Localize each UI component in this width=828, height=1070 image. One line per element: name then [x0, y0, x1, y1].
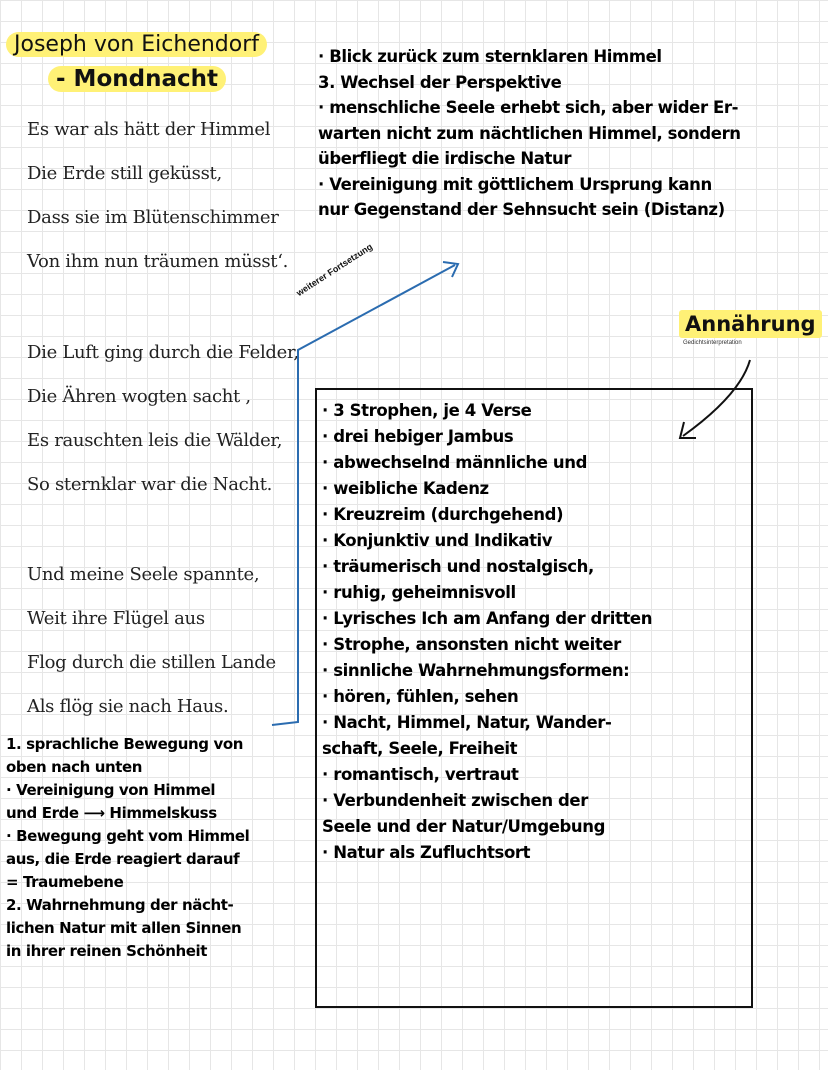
note-line: warten nicht zum nächtlichen Himmel, sondern	[318, 123, 741, 143]
note-line: · Blick zurück zum sternklaren Himmel	[318, 47, 662, 66]
list-item: · Strophe, ansonsten nicht weiter	[322, 635, 621, 654]
poem-line: Und meine Seele spannte,	[27, 564, 260, 585]
note-line: lichen Natur mit allen Sinnen	[6, 919, 242, 937]
notes-left-bottom	[6, 733, 316, 963]
poem-line: Die Ähren wogten sacht ,	[27, 386, 251, 407]
note-line: und Erde ⟶ Himmelskuss	[6, 804, 217, 822]
list-item: · Konjunktiv und Indikativ	[322, 531, 553, 550]
list-item: · Kreuzreim (durchgehend)	[322, 505, 564, 524]
poem-title: - Mondnacht	[48, 66, 226, 92]
continuation-label: weiterer Fortsetzung	[294, 241, 375, 298]
author-name: Joseph von Eichendorf	[6, 32, 267, 57]
note-line: in ihrer reinen Schönheit	[6, 942, 208, 960]
list-item: · 3 Strophen, je 4 Verse	[322, 401, 532, 420]
list-item: · weibliche Kadenz	[322, 479, 489, 498]
poem-line: Es rauschten leis die Wälder,	[27, 430, 283, 451]
note-line: nur Gegenstand der Sehnsucht sein (Distanz)	[318, 200, 725, 219]
note-line: · Bewegung geht vom Himmel	[6, 827, 250, 845]
annaehrung-tag: Annährung	[679, 310, 822, 338]
poem-line: Es war als hätt der Himmel	[27, 119, 271, 140]
poem-line: Von ihm nun träumen müsst‘.	[27, 251, 289, 272]
list-item: · sinnliche Wahrnehmungsformen:	[322, 661, 630, 680]
list-item: · romantisch, vertraut	[322, 765, 519, 784]
list-item: · abwechselnd männliche und	[322, 453, 587, 472]
note-line: · Vereinigung mit göttlichem Ursprung kann	[318, 174, 712, 194]
note-line: 2. Wahrnehmung der nächt-	[6, 896, 234, 914]
list-item: · Lyrisches Ich am Anfang der dritten	[322, 609, 653, 628]
list-item: · Natur als Zufluchtsort	[322, 843, 531, 862]
annaehrung-sublabel: Gedichtsinterpretation	[683, 340, 742, 346]
list-item: Seele und der Natur/Umgebung	[322, 817, 606, 836]
list-item: schaft, Seele, Freiheit	[322, 739, 518, 758]
note-line: = Traumebene	[6, 873, 124, 891]
list-item: · ruhig, geheimnisvoll	[322, 583, 516, 602]
note-line: aus, die Erde reagiert darauf	[6, 850, 240, 868]
list-item: · hören, fühlen, sehen	[322, 687, 519, 706]
note-line: · menschliche Seele erhebt sich, aber wider Er-	[318, 98, 739, 117]
poem-line: Als flög sie nach Haus.	[27, 696, 229, 717]
poem-line: So sternklar war die Nacht.	[27, 474, 273, 495]
poem-line: Dass sie im Blütenschimmer	[27, 207, 279, 228]
poem-line: Die Erde still geküsst,	[27, 163, 222, 184]
note-line: · Vereinigung von Himmel	[6, 781, 216, 799]
list-item: · Nacht, Himmel, Natur, Wander-	[322, 713, 612, 732]
note-line: 1. sprachliche Bewegung von	[6, 735, 244, 753]
poem-line: Flog durch die stillen Lande	[27, 652, 276, 673]
note-line: oben nach unten	[6, 758, 143, 776]
poem-line: Die Luft ging durch die Felder,	[27, 342, 299, 363]
list-item: · Verbundenheit zwischen der	[322, 791, 588, 810]
note-line: 3. Wechsel der Perspektive	[318, 72, 562, 92]
list-item: · drei hebiger Jambus	[322, 427, 514, 446]
analysis-list	[322, 398, 752, 866]
note-line: überfliegt die irdische Natur	[318, 149, 572, 168]
poem-line: Weit ihre Flügel aus	[27, 608, 205, 629]
list-item: · träumerisch und nostalgisch,	[322, 557, 594, 576]
